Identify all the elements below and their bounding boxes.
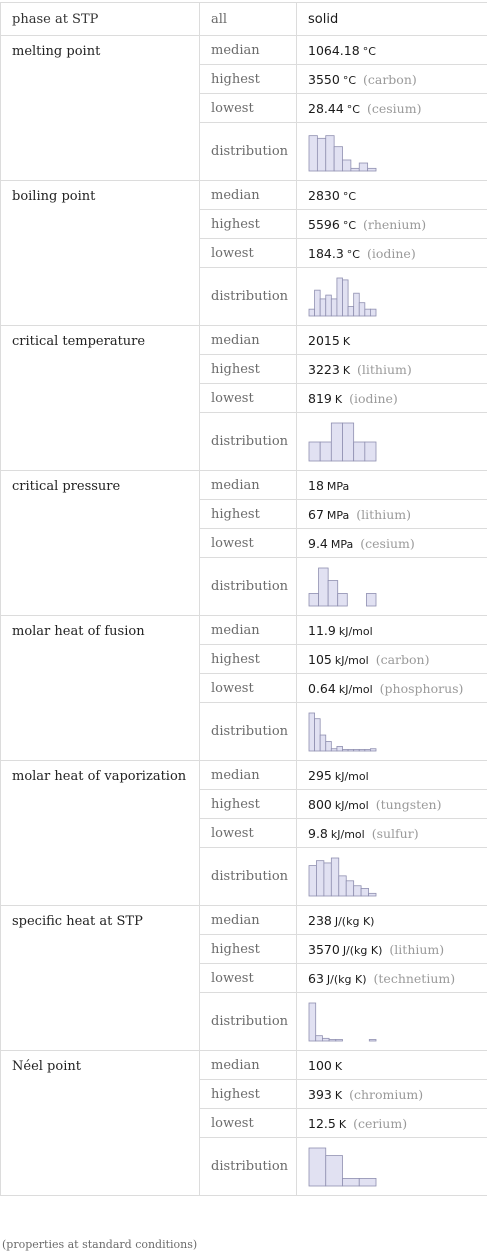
histogram-bar — [329, 1039, 336, 1041]
histogram-bar — [359, 163, 367, 171]
stat-unit: MPa — [326, 479, 350, 493]
property-row-median — [1, 1051, 487, 1080]
stat-unit: °C — [342, 73, 356, 87]
distribution-histogram — [308, 711, 378, 753]
stat-label-highest: highest — [200, 935, 297, 964]
stat-value: 800 — [308, 796, 332, 812]
stat-label-median: median — [200, 36, 297, 65]
histogram-bar — [326, 741, 332, 751]
stat-value-cell — [297, 326, 487, 355]
stat-unit: kJ/mol — [334, 653, 369, 667]
histogram-bar — [348, 749, 354, 751]
histogram-bar — [315, 290, 321, 316]
stat-unit: K — [342, 334, 351, 348]
stat-value: 100 — [308, 1057, 332, 1073]
property-name: molar heat of fusion — [1, 616, 200, 761]
histogram-bar — [316, 860, 323, 895]
stat-label-highest: highest — [200, 645, 297, 674]
histogram-bar — [365, 309, 371, 316]
stat-value-cell — [297, 645, 487, 674]
stat-value: 11.9 — [308, 622, 336, 638]
distribution-histogram — [308, 421, 378, 463]
stat-element-note: (iodine) — [349, 390, 398, 406]
stat-value: 2830 — [308, 187, 340, 203]
property-name: critical pressure — [1, 471, 200, 616]
stat-element-note: (tungsten) — [375, 796, 442, 812]
stat-label-lowest: lowest — [200, 819, 297, 848]
distribution-histogram — [308, 566, 378, 608]
distribution-histogram — [308, 276, 378, 318]
stat-value: 238 — [308, 912, 332, 928]
stat-label-lowest: lowest — [200, 1109, 297, 1138]
stat-value: 28.44 — [308, 100, 344, 116]
stat-label-lowest: lowest — [200, 529, 297, 558]
stat-unit: kJ/mol — [338, 682, 373, 696]
stat-value: 1064.18 — [308, 42, 360, 58]
histogram-bar — [368, 168, 376, 171]
histogram-bar — [309, 1148, 326, 1186]
stat-label-median: median — [200, 181, 297, 210]
histogram-bar — [309, 865, 316, 895]
histogram-bar — [354, 885, 361, 895]
property-row-median — [1, 471, 487, 500]
stat-unit: kJ/mol — [334, 769, 369, 783]
property-row-median — [1, 616, 487, 645]
histogram-bar — [337, 746, 343, 751]
property-name: boiling point — [1, 181, 200, 326]
header-all-label: all — [200, 3, 297, 36]
stat-element-note: (iodine) — [366, 245, 416, 261]
stat-value-cell — [297, 36, 487, 65]
stat-element-note: (phosphorus) — [379, 680, 464, 696]
histogram-bar — [365, 442, 376, 461]
stat-element-note: (chromium) — [349, 1086, 424, 1102]
histogram-bar — [331, 858, 338, 896]
stat-unit: K — [334, 1059, 343, 1073]
stat-value-cell — [297, 616, 487, 645]
histogram-bar — [370, 748, 376, 750]
histogram-bar — [354, 749, 360, 751]
histogram-bar — [309, 1003, 316, 1041]
stat-value: 2015 — [308, 332, 340, 348]
stat-label-median: median — [200, 1051, 297, 1080]
stat-value-cell — [297, 181, 487, 210]
stat-unit: °C — [342, 189, 356, 203]
stat-value-cell — [297, 500, 487, 529]
stat-unit: MPa — [326, 508, 350, 522]
stat-value-cell — [297, 819, 487, 848]
stat-value: 184.3 — [308, 245, 344, 261]
histogram-bar — [359, 302, 365, 315]
stat-element-note: (carbon) — [375, 651, 430, 667]
property-row-median — [1, 181, 487, 210]
stat-element-note: (sulfur) — [371, 825, 419, 841]
stat-label-highest: highest — [200, 65, 297, 94]
stat-unit: kJ/mol — [338, 624, 373, 638]
stat-label-lowest: lowest — [200, 384, 297, 413]
histogram-bar — [343, 423, 354, 461]
distribution-histogram — [308, 1146, 378, 1188]
stat-element-note: (carbon) — [363, 71, 417, 87]
property-name: Néel point — [1, 1051, 200, 1196]
stat-value-cell — [297, 674, 487, 703]
histogram-bar — [359, 1178, 376, 1186]
histogram-bar — [320, 735, 326, 751]
stat-element-note: (lithium) — [357, 361, 412, 377]
histogram-bar — [361, 888, 368, 896]
stat-label-distribution: distribution — [200, 413, 297, 471]
stat-label-distribution: distribution — [200, 1138, 297, 1196]
stat-value-cell — [297, 239, 487, 268]
property-row-median — [1, 36, 487, 65]
stat-value: 9.8 — [308, 825, 328, 841]
stat-value-cell — [297, 94, 487, 123]
histogram-bar — [316, 1035, 323, 1040]
header-phase-label: phase at STP — [1, 3, 200, 36]
histogram-bar — [339, 875, 346, 895]
histogram-bar — [343, 749, 349, 751]
histogram-bar — [343, 279, 349, 315]
histogram-bar — [326, 1155, 343, 1185]
histogram-bar — [328, 580, 338, 605]
header-solid-label: solid — [297, 3, 487, 36]
stat-label-highest: highest — [200, 500, 297, 529]
stat-value: 3223 — [308, 361, 340, 377]
stat-value: 819 — [308, 390, 332, 406]
stat-element-note: (cesium) — [366, 100, 422, 116]
stat-value-cell — [297, 471, 487, 500]
stat-label-median: median — [200, 326, 297, 355]
stat-element-note: (cesium) — [360, 535, 415, 551]
histogram-bar — [319, 568, 329, 606]
property-name: critical temperature — [1, 326, 200, 471]
stat-unit: °C — [362, 44, 376, 58]
histogram-bar — [326, 135, 334, 170]
stat-value: 18 — [308, 477, 324, 493]
histogram-bar — [317, 138, 325, 171]
stat-label-highest: highest — [200, 790, 297, 819]
histogram-bar — [331, 298, 337, 315]
histogram-bar — [331, 748, 337, 750]
stat-label-distribution: distribution — [200, 848, 297, 906]
histogram-bar — [331, 423, 342, 461]
stat-label-median: median — [200, 616, 297, 645]
stat-value-cell — [297, 355, 487, 384]
distribution-histogram — [308, 131, 378, 173]
header-row — [1, 3, 487, 36]
stat-value-cell — [297, 1080, 487, 1109]
histogram-bar — [309, 442, 320, 461]
stat-unit: K — [338, 1117, 347, 1131]
stat-label-median: median — [200, 906, 297, 935]
histogram-bar — [336, 1039, 343, 1041]
histogram-bar — [338, 593, 348, 606]
histogram-bar — [343, 1178, 360, 1186]
property-name: molar heat of vaporization — [1, 761, 200, 906]
histogram-bar — [309, 713, 315, 751]
histogram-bar — [346, 880, 353, 895]
histogram-bar — [337, 278, 343, 316]
stat-element-note: (cerium) — [353, 1115, 408, 1131]
properties-table — [0, 2, 487, 1196]
distribution-cell — [297, 268, 487, 326]
histogram-bar — [369, 893, 376, 896]
stat-unit: J/(kg K) — [334, 914, 375, 928]
stat-unit: K — [334, 392, 343, 406]
stat-value: 63 — [308, 970, 324, 986]
stat-value: 3550 — [308, 71, 340, 87]
stat-label-lowest: lowest — [200, 239, 297, 268]
distribution-histogram — [308, 1001, 378, 1043]
histogram-bar — [326, 295, 332, 316]
stat-element-note: (lithium) — [356, 506, 412, 522]
histogram-bar — [348, 306, 354, 316]
stat-value: 295 — [308, 767, 332, 783]
stat-element-note: (technetium) — [373, 970, 456, 986]
histogram-bar — [359, 749, 365, 751]
stat-label-lowest: lowest — [200, 964, 297, 993]
distribution-histogram — [308, 856, 378, 898]
stat-value: 67 — [308, 506, 324, 522]
stat-value-cell — [297, 1051, 487, 1080]
stat-unit: °C — [342, 218, 356, 232]
stat-value-cell — [297, 761, 487, 790]
stat-element-note: (lithium) — [389, 941, 445, 957]
property-row-median — [1, 326, 487, 355]
stat-value: 5596 — [308, 216, 340, 232]
property-row-median — [1, 761, 487, 790]
stat-label-distribution: distribution — [200, 123, 297, 181]
stat-unit: MPa — [330, 537, 354, 551]
stat-value-cell — [297, 384, 487, 413]
stat-value: 3570 — [308, 941, 340, 957]
distribution-cell — [297, 1138, 487, 1196]
histogram-bar — [320, 298, 326, 315]
stat-value: 9.4 — [308, 535, 328, 551]
histogram-bar — [309, 309, 315, 316]
stat-value-cell — [297, 790, 487, 819]
stat-label-highest: highest — [200, 210, 297, 239]
stat-value-cell — [297, 964, 487, 993]
histogram-bar — [320, 442, 331, 461]
distribution-cell — [297, 413, 487, 471]
histogram-bar — [354, 293, 360, 316]
stat-unit: K — [342, 363, 351, 377]
stat-unit: kJ/mol — [330, 827, 365, 841]
distribution-cell — [297, 848, 487, 906]
stat-unit: J/(kg K) — [342, 943, 383, 957]
histogram-bar — [365, 749, 371, 751]
histogram-bar — [315, 718, 321, 750]
stat-unit: K — [334, 1088, 343, 1102]
stat-label-lowest: lowest — [200, 674, 297, 703]
stat-value: 393 — [308, 1086, 332, 1102]
histogram-bar — [334, 146, 342, 170]
stat-value-cell — [297, 1109, 487, 1138]
property-row-median — [1, 906, 487, 935]
histogram-bar — [343, 159, 351, 170]
stat-label-median: median — [200, 761, 297, 790]
stat-value-cell — [297, 65, 487, 94]
stat-label-highest: highest — [200, 1080, 297, 1109]
property-name: specific heat at STP — [1, 906, 200, 1051]
histogram-bar — [322, 1038, 329, 1041]
histogram-bar — [370, 309, 376, 316]
histogram-bar — [309, 593, 319, 606]
property-name: melting point — [1, 36, 200, 181]
stat-label-distribution: distribution — [200, 558, 297, 616]
stat-label-lowest: lowest — [200, 94, 297, 123]
histogram-bar — [309, 135, 317, 170]
distribution-cell — [297, 993, 487, 1051]
stat-label-distribution: distribution — [200, 268, 297, 326]
stat-unit: °C — [346, 247, 360, 261]
histogram-bar — [324, 862, 331, 895]
stat-value-cell — [297, 210, 487, 239]
stat-unit: °C — [346, 102, 360, 116]
stat-element-note: (rhenium) — [363, 216, 427, 232]
histogram-bar — [351, 168, 359, 171]
footer-note: (properties at standard conditions) — [2, 1238, 198, 1251]
stat-label-highest: highest — [200, 355, 297, 384]
stat-value-cell — [297, 529, 487, 558]
distribution-cell — [297, 558, 487, 616]
stat-value: 105 — [308, 651, 332, 667]
stat-value: 0.64 — [308, 680, 336, 696]
stat-value-cell — [297, 935, 487, 964]
stat-unit: J/(kg K) — [326, 972, 367, 986]
histogram-bar — [354, 442, 365, 461]
stat-value-cell — [297, 906, 487, 935]
stat-label-median: median — [200, 471, 297, 500]
histogram-bar — [369, 1039, 376, 1041]
stat-label-distribution: distribution — [200, 703, 297, 761]
stat-value: 12.5 — [308, 1115, 336, 1131]
histogram-bar — [366, 593, 376, 606]
stat-label-distribution: distribution — [200, 993, 297, 1051]
distribution-cell — [297, 123, 487, 181]
stat-unit: kJ/mol — [334, 798, 369, 812]
distribution-cell — [297, 703, 487, 761]
